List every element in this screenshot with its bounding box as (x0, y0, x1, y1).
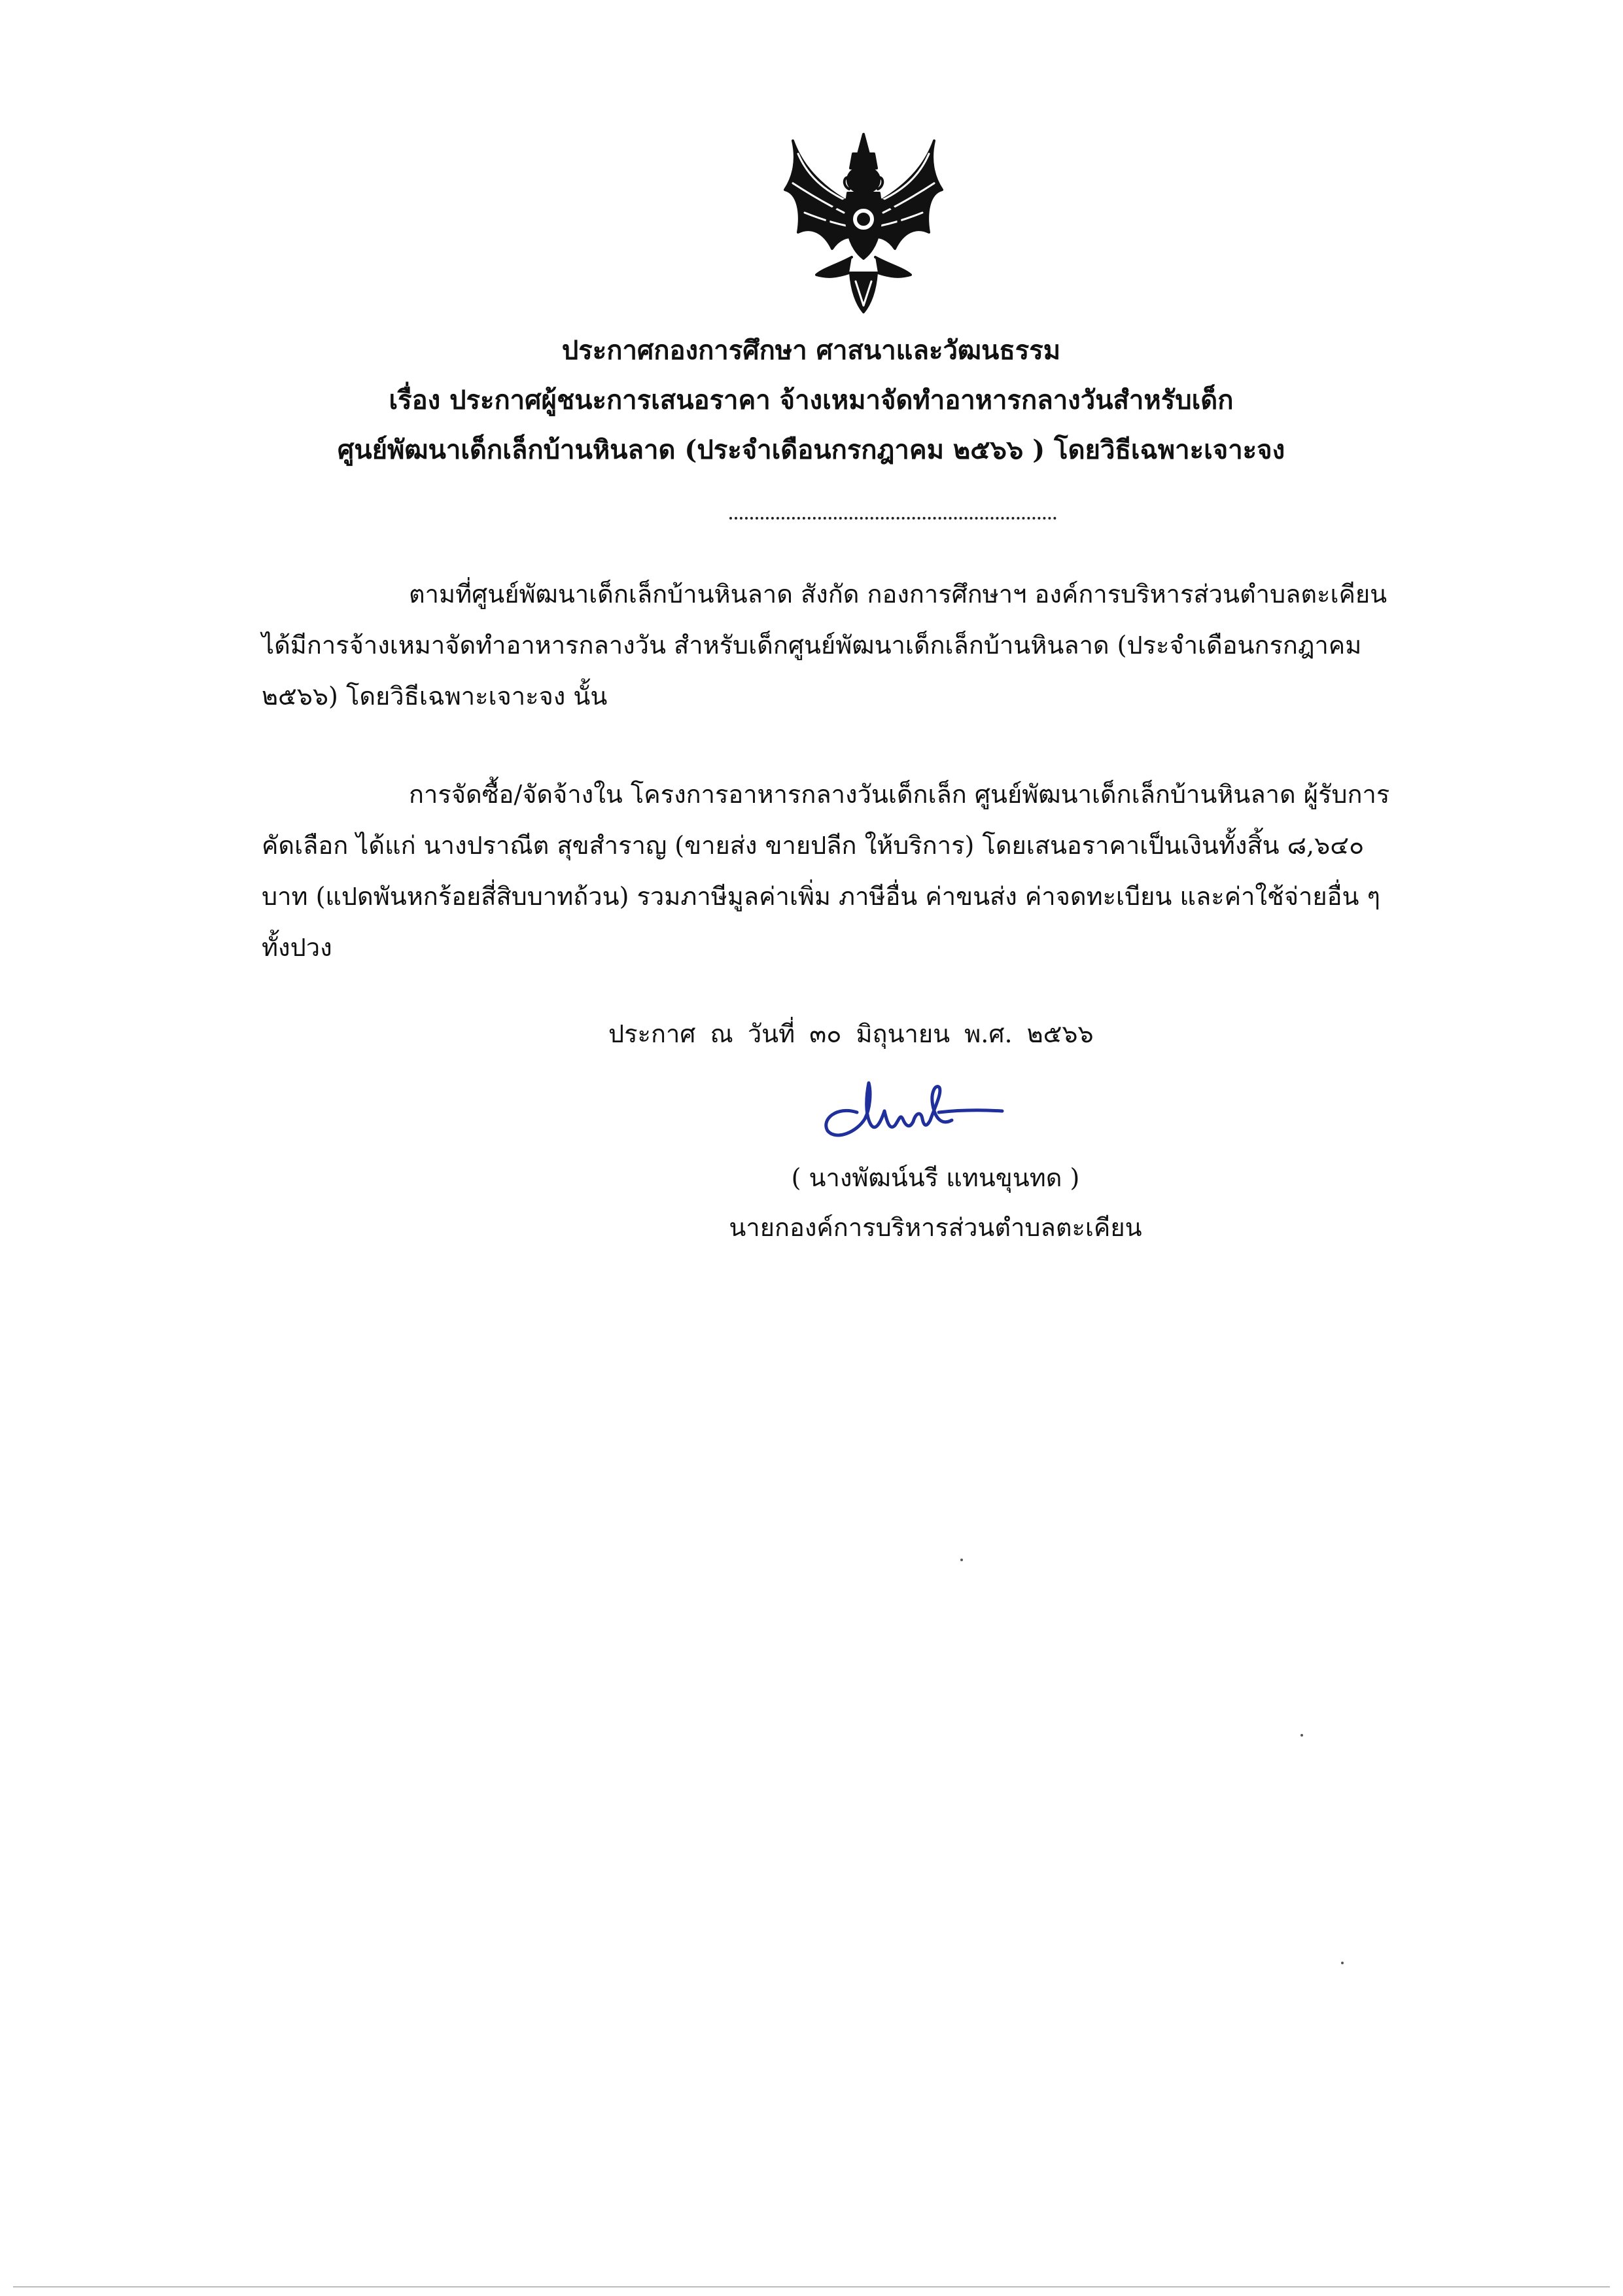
heading-line-2: เรื่อง ประกาศผู้ชนะการเสนอราคา จ้างเหมาจัดทำอาหารกลางวันสำหรับเด็ก (389, 385, 1234, 415)
paragraph-2-line-2: คัดเลือก ได้แก่ นางปราณีต สุขสำราญ (ขายส่ง ขายปลีก ให้บริการ) โดยเสนอราคาเป็นเงินทั้งสิ้น ๘,๖๔๐ (262, 831, 1365, 860)
heading-line-3: ศูนย์พัฒนาเด็กเล็กบ้านหินลาด (ประจำเดือนกรกฎาคม ๒๕๖๖ ) โดยวิธีเฉพาะเจาะจง (337, 434, 1285, 465)
paragraph-2-line-4: ทั้งปวง (262, 933, 332, 962)
paragraph-1-line-1: ตามที่ศูนย์พัฒนาเด็กเล็กบ้านหินลาด สังกัด กองการศึกษาฯ องค์การบริหารส่วนตำบลตะเคียน (409, 580, 1387, 609)
paragraph-2-line-1: การจัดซื้อ/จัดจ้างใน โครงการอาหารกลางวันเด็กเล็ก ศูนย์พัฒนาเด็กเล็กบ้านหินลาด ผู้รับการ (409, 780, 1390, 809)
signer-title: นายกองค์การบริหารส่วนตำบลตะเคียน (729, 1213, 1142, 1242)
handwritten-signature-icon (811, 1073, 1007, 1145)
announcement-date: ประกาศ ณ วันที่ ๓๐ มิถุนายน พ.ศ. ๒๕๖๖ (608, 1019, 1094, 1048)
paragraph-2-line-3: บาท (แปดพันหกร้อยสี่สิบบาทถ้วน) รวมภาษีมูลค่าเพิ่ม ภาษีอื่น ค่าขนส่ง ค่าจดทะเบียน และค่าใช้จ่ายอื่น ๆ (262, 882, 1380, 911)
paragraph-1-line-3: ๒๕๖๖) โดยวิธีเฉพาะเจาะจง นั้น (262, 682, 608, 711)
separator-dotted-line (729, 517, 1056, 520)
signer-name: ( นางพัฒน์นรี แทนขุนทด ) (791, 1163, 1080, 1192)
page-bottom-edge (13, 2286, 1610, 2287)
heading-line-1: ประกาศกองการศึกษา ศาสนาและวัฒนธรรม (561, 335, 1061, 366)
scan-speck (1300, 1734, 1303, 1737)
scan-speck (1341, 1962, 1344, 1964)
scan-speck (960, 1559, 963, 1561)
garuda-emblem-icon (778, 128, 949, 317)
paragraph-1-line-2: ได้มีการจ้างเหมาจัดทำอาหารกลางวัน สำหรับเด็กศูนย์พัฒนาเด็กเล็กบ้านหินลาด (ประจำเดือนกรกฎาคม (262, 631, 1362, 660)
